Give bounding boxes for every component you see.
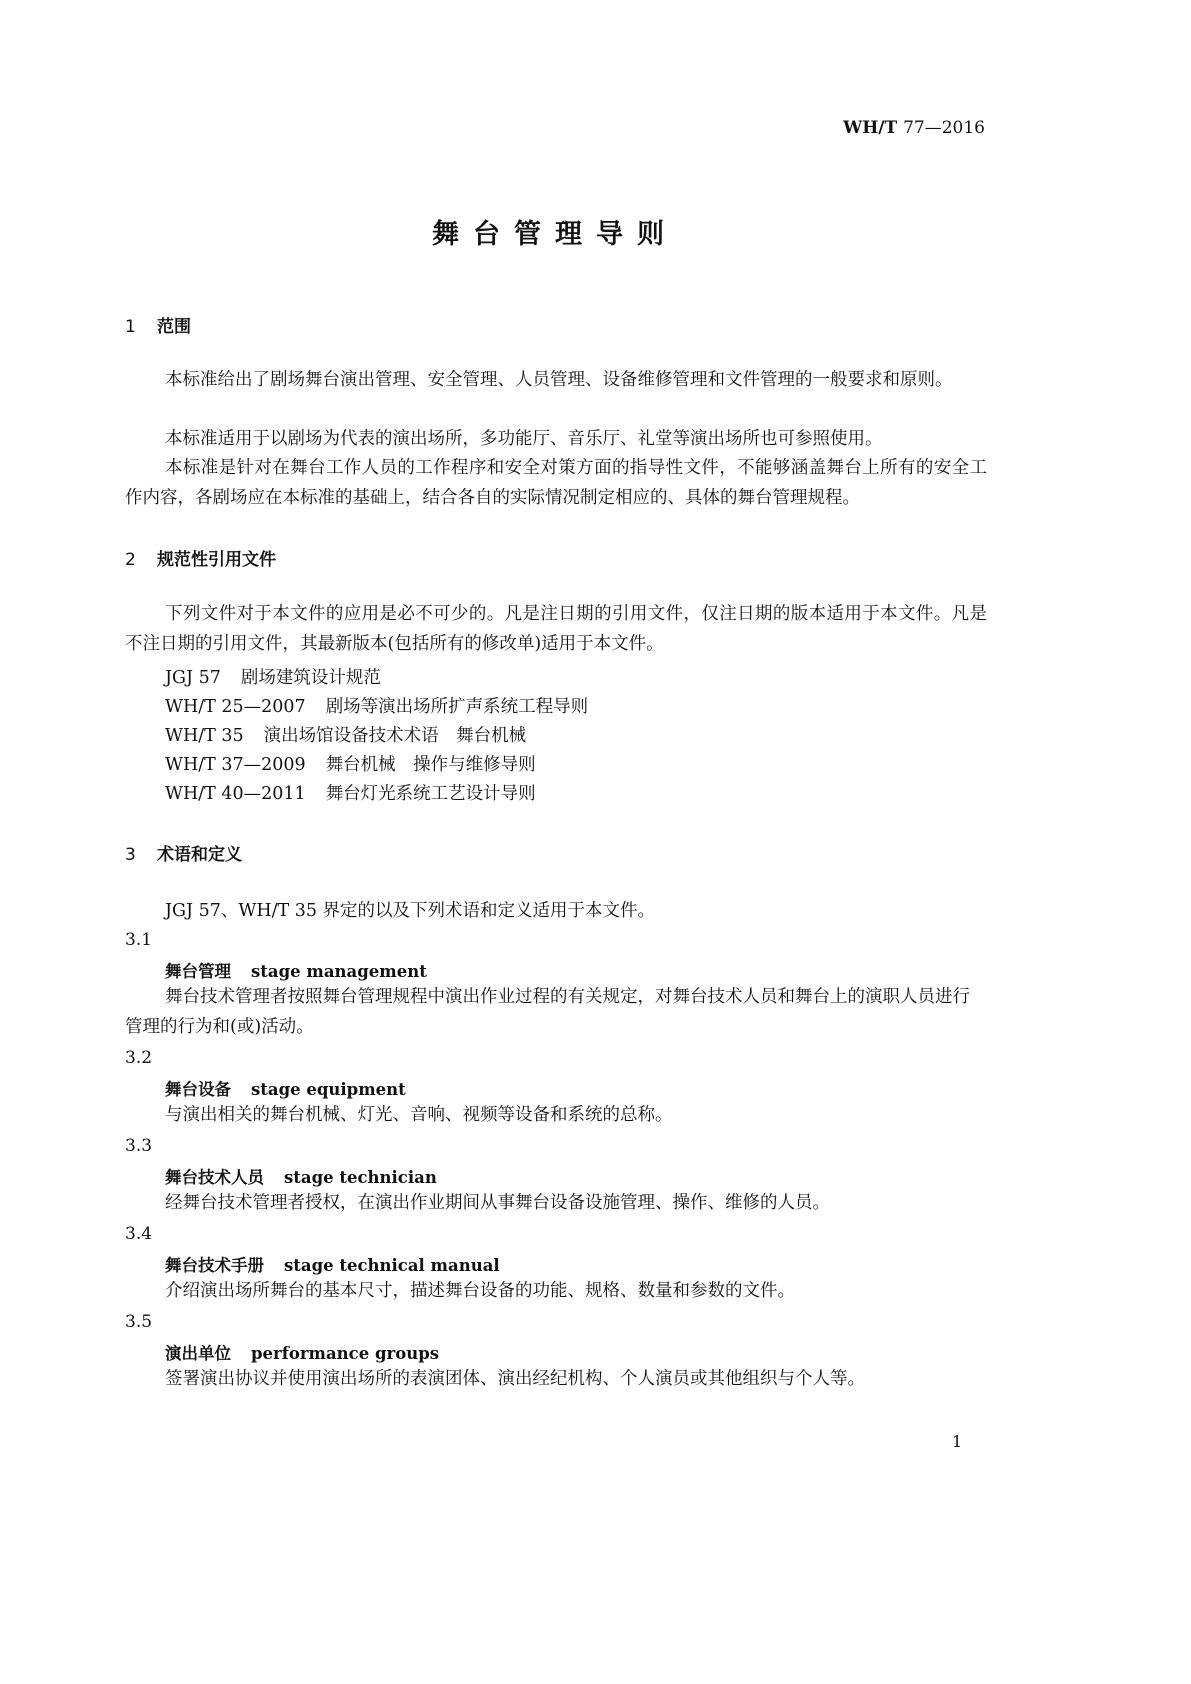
- section-number: 2: [125, 550, 136, 570]
- reference-item: [165, 693, 588, 718]
- term-en: stage technical manual: [284, 1256, 500, 1275]
- term-en: performance groups: [251, 1344, 440, 1363]
- term-definition: 舞台技术管理者按照舞台管理规程中演出作业过程的有关规定，对舞台技术人员和舞台上的演职人员进行管理的行为和(或)活动。: [125, 987, 970, 1037]
- term-zh: 舞台设备: [165, 1080, 231, 1099]
- term-heading: [165, 1252, 500, 1276]
- document-title: 舞台管理导则: [432, 219, 678, 250]
- reference-item: [165, 751, 536, 776]
- ref-name: 舞台机械 操作与维修导则: [325, 755, 536, 775]
- term-en: stage technician: [284, 1168, 437, 1187]
- section-heading: [125, 312, 191, 337]
- term-number: 3.4: [125, 1224, 153, 1244]
- ref-name: 剧场建筑设计规范: [240, 668, 381, 688]
- page-number: 1: [952, 1432, 963, 1451]
- reference-item: [165, 664, 381, 689]
- std-year: 77—2016: [903, 118, 985, 138]
- section-heading: [125, 840, 242, 865]
- term-zh: 演出单位: [165, 1344, 231, 1363]
- reference-item: [165, 722, 526, 747]
- term-definition: 介绍演出场所舞台的基本尺寸，描述舞台设备的功能、规格、数量和参数的文件。: [165, 1281, 795, 1301]
- term-zh: 舞台管理: [165, 962, 231, 981]
- section-title: 范围: [157, 317, 191, 337]
- ref-name: 舞台灯光系统工艺设计导则: [325, 784, 536, 804]
- ref-code: JGJ 57: [165, 668, 221, 688]
- term-number: 3.2: [125, 1048, 153, 1068]
- term-number: 3.1: [125, 930, 153, 950]
- reference-item: [165, 780, 536, 805]
- term-en: stage equipment: [251, 1080, 406, 1099]
- term-definition: 经舞台技术管理者授权，在演出作业期间从事舞台设备设施管理、操作、维修的人员。: [165, 1193, 830, 1213]
- paragraph: 本标准适用于以剧场为代表的演出场所，多功能厅、音乐厅、礼堂等演出场所也可参照使用。: [165, 429, 883, 449]
- paragraph: 本标准给出了剧场舞台演出管理、安全管理、人员管理、设备维修管理和文件管理的一般要求和原则。: [165, 370, 953, 390]
- term-zh: 舞台技术手册: [165, 1256, 264, 1275]
- term-number: 3.3: [125, 1136, 153, 1156]
- term-heading: [165, 1076, 406, 1100]
- ref-name: 剧场等演出场所扩声系统工程导则: [325, 697, 589, 717]
- term-number: 3.5: [125, 1312, 153, 1332]
- ref-code: WH/T 40—2011: [165, 784, 306, 804]
- ref-code: WH/T 37—2009: [165, 755, 306, 775]
- term-en: stage management: [251, 962, 427, 981]
- std-prefix: WH/T: [843, 118, 898, 138]
- term-zh: 舞台技术人员: [165, 1168, 264, 1187]
- term-definition: 与演出相关的舞台机械、灯光、音响、视频等设备和系统的总称。: [165, 1105, 673, 1125]
- section-number: 3: [125, 845, 136, 865]
- ref-code: WH/T 35: [165, 726, 244, 746]
- paragraph: 下列文件对于本文件的应用是必不可少的。凡是注日期的引用文件，仅注日期的版本适用于本文件。凡是不注日期的引用文件，其最新版本(包括所有的修改单)适用于本文件。: [125, 604, 987, 654]
- standard-number: [843, 118, 985, 138]
- section-title: 规范性引用文件: [157, 550, 276, 570]
- ref-code: WH/T 25—2007: [165, 697, 306, 717]
- section-title: 术语和定义: [157, 845, 242, 865]
- section-heading: [125, 545, 276, 570]
- term-definition: 签署演出协议并使用演出场所的表演团体、演出经纪机构、个人演员或其他组织与个人等。: [165, 1369, 865, 1389]
- section-number: 1: [125, 317, 136, 337]
- term-heading: [165, 1164, 437, 1188]
- term-heading: [165, 958, 427, 982]
- ref-name: 演出场馆设备技术术语 舞台机械: [263, 726, 527, 746]
- paragraph: 本标准是针对在舞台工作人员的工作程序和安全对策方面的指导性文件，不能够涵盖舞台上所有的安全工作内容，各剧场应在本标准的基础上，结合各自的实际情况制定相应的、具体的舞台管理规程。: [125, 458, 987, 508]
- paragraph: JGJ 57、WH/T 35 界定的以及下列术语和定义适用于本文件。: [165, 901, 656, 921]
- term-heading: [165, 1340, 439, 1364]
